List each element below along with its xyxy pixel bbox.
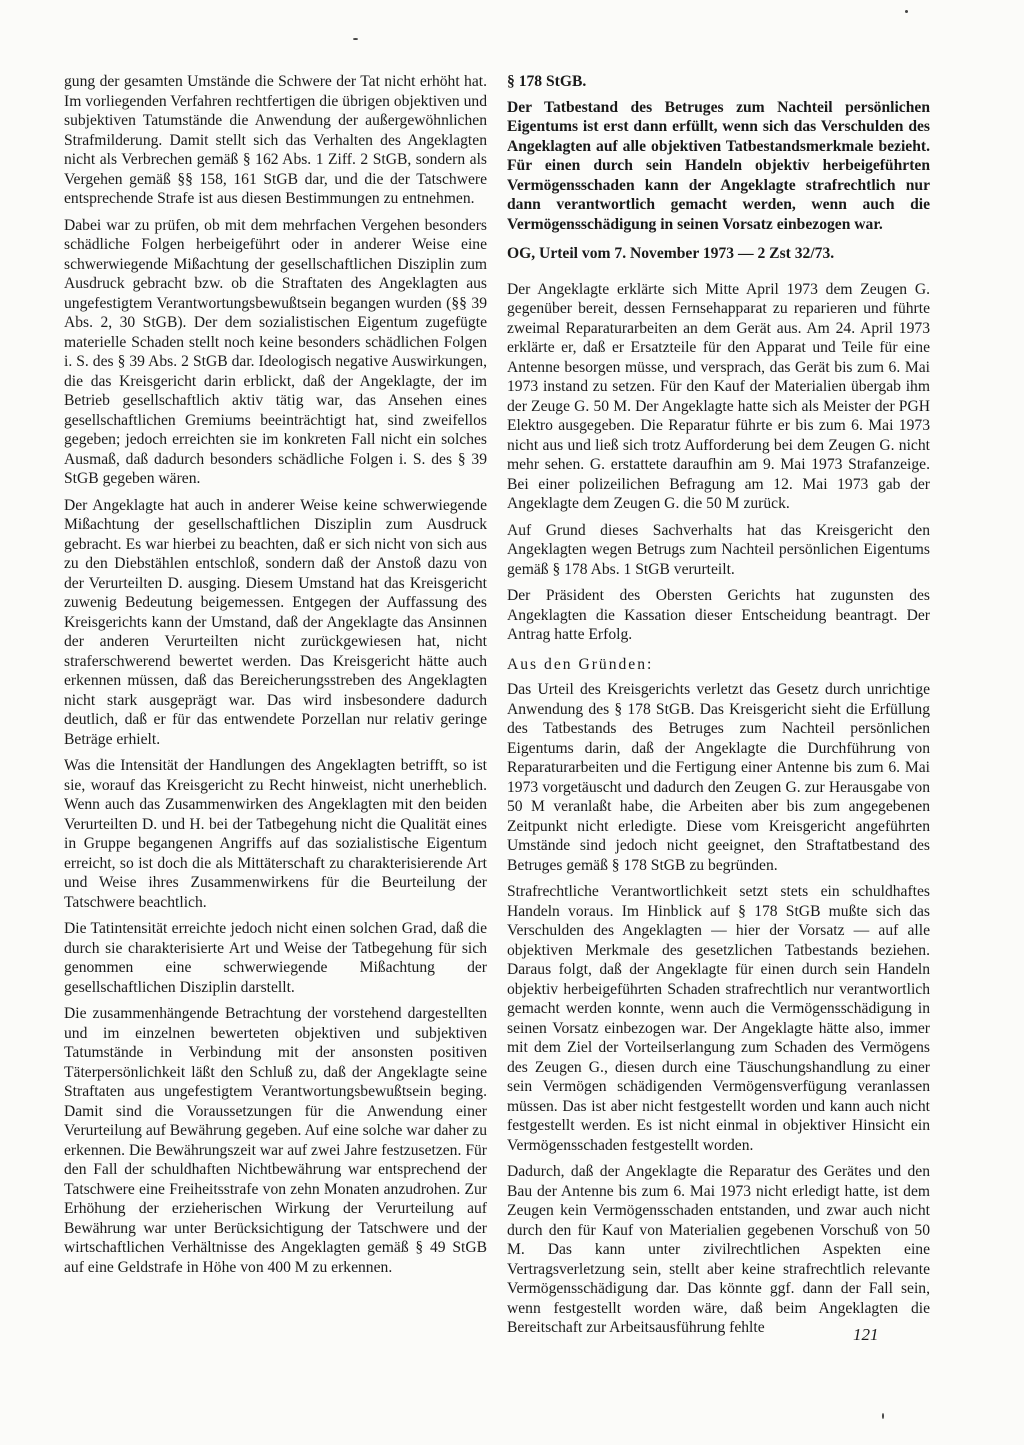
scan-speck — [882, 1413, 884, 1419]
paragraph: Was die Intensität der Handlungen des Angeklagten betrifft, so ist sie, worauf das Kreisgericht zu Recht hinweist, nicht unerheblich. Wenn auch das Zusammenwirken des Angeklagten mit den beiden Verurteilten D. und H. bei der Tatbegehung nicht die Qualität eines in Gruppe begangenen Angriffs auf das sozialistische Eigentum erreicht, so ist doch die als Mittäterschaft zu charakterisierende Art und Weise ihres Zusammenwirkens für die Beurteilung der Tatschwere beachtlich. — [64, 757, 487, 911]
paragraph: Strafrechtliche Verantwortlichkeit setzt stets ein schuldhaftes Handeln voraus. Im Hinblick auf § 178 StGB mußte sich das Verschulden des Angeklagten — hier der Vorsatz — auf alle objektiven Merkmale des gesetzlichen Tatbestands beziehen. Daraus folgt, daß der Angeklagte für einen durch sein Handeln objektiv herbeigeführten Schaden strafrechtlich nur verantwortlich gemacht werden konnte, wenn auch die Vermögensschädigung in seinen Vorsatz einbezogen war. Der Angeklagte hätte also, immer mit dem Ziel der Vorteilserlangung zum Schaden des Vermögens des Zeugen G., diesen durch eine Täuschungshandlung zu einer sein Vermögen schädigenden Vermögensverfügung veranlassen müssen. Das ist aber nicht festgestellt worden und kann auch nicht festgestellt werden. Es ist nicht einmal in objektiver Hinsicht ein Vermögensschaden festgestellt worden. — [507, 883, 930, 1154]
paragraph: Auf Grund dieses Sachverhalts hat das Kreisgericht den Angeklagten wegen Betrugs zum Nachteil persönlichen Eigentums gemäß § 178 Abs. 1 StGB verurteilt. — [507, 521, 930, 578]
paragraph: Dabei war zu prüfen, ob mit dem mehrfachen Vergehen besonders schädliche Folgen herbeigeführt oder in anderer Weise eine schwerwiegende Mißachtung der gesellschaftlichen Disziplin zum Ausdruck gebracht bzw. ob die Straftaten des Angeklagten aus ungefestigtem Verantwortungsbewußtsein begangen wurden (§§ 39 Abs. 2, 30 StGB). Der dem sozialistischen Eigentum zugefügte materielle Schaden stellt noch keine besonders schädlichen Folgen i. S. des § 39 Abs. 2 StGB dar. Ideologisch negative Auswirkungen, die das Kreisgericht darin erblickt, daß der Angeklagte, der im Betrieb gesellschaftlich aktiv tätig war, das Ansehen eines gesellschaftlichen Gremiums beeinträchtigt hat, sind zweifellos gegeben; jedoch erreichten sie im konkreten Fall nicht ein solches Ausmaß, daß dadurch besonders schädliche Folgen i. S. des § 39 StGB gegeben wären. — [64, 216, 487, 487]
paragraph: Der Präsident des Obersten Gerichts hat zugunsten des Angeklagten die Kassation dieser Entscheidung beantragt. Der Antrag hatte Erfolg. — [507, 587, 930, 643]
paragraph: Die Tatintensität erreichte jedoch nicht einen solchen Grad, daß die durch sie charakterisierte Art und Weise der Tatbegehung für sich genommen eine schwerwiegende Mißachtung der gesellschaftlichen Disziplin darstellt. — [64, 920, 487, 996]
scan-speck — [353, 38, 358, 40]
paragraph: Der Angeklagte hat auch in anderer Weise keine schwerwiegende Mißachtung der gesellschaftlichen Disziplin zum Ausdruck gebracht. Es war hierbei zu beachten, daß er sich nicht von sich aus zu den Diebstählen entschloß, sondern daß der Anstoß dazu von der Verurteilten D. ausging. Diesem Umstand hat das Kreisgericht zuwenig Bedeutung beigemessen. Entgegen der Auffassung des Kreisgerichts kann der Umstand, daß der Angeklagte das Ansinnen der anderen Verurteilten nicht zurückgewiesen hat, nicht straferschwerend bewertet werden. Das Kreisgericht hätte auch erkennen müssen, daß das Bereicherungsstreben des Angeklagten nicht stark ausgeprägt war. Das wird insbesondere dadurch deutlich, daß er für das entwendete Porzellan nur relativ geringe Beträge erhielt. — [64, 496, 487, 748]
section-heading: Aus den Gründen: — [507, 655, 654, 673]
paragraph: Dadurch, daß der Angeklagte die Reparatur des Gerätes und den Bau der Antenne bis zum 6. Mai 1973 nicht erledigt hatte, ist dem Zeugen kein Vermögensschaden entstanden, und zwar auch nicht durch den für Kauf von Materialien gegebenen Vorschuß von 50 M. Das kann unter zivilrechtlichen Aspekten eine Vertragsverletzung sein, stellt aber keine strafrechtlich relevante Vermögensschädigung dar. Das könnte ggf. dann der Fall sein, wenn festgestellt worden wäre, daß beim Angeklagten die Bereitschaft zur Arbeitsausführung fehlte — [507, 1163, 930, 1336]
right-column — [507, 72, 930, 1345]
court-citation: OG, Urteil vom 7. November 1973 — 2 Zst 32/73. — [507, 245, 835, 262]
paragraph: Die zusammenhängende Betrachtung der vorstehend dargestellten und im einzelnen bewerteten objektiven und subjektiven Tatumstände in Verbindung mit der ansonsten positiven Täterpersönlichkeit läßt den Schluß zu, daß der Angeklagte seine Straftaten aus ungefestigtem Verantwortungsbewußtsein beging. Damit sind die Voraussetzungen für die Anwendung einer Verurteilung auf Bewährung gegeben. Auf eine solche war daher zu erkennen. Die Bewährungszeit war auf zwei Jahre festzusetzen. Für den Fall der schuldhaften Nichtbewährung war entsprechend der Tatschwere eine Freiheitsstrafe von zehn Monaten anzudrohen. Zur Erhöhung der erzieherischen Wirkung der Verurteilung auf Bewährung war unter Berücksichtigung der Tatschwere und der wirtschaftlichen Verhältnisse des Angeklagten gemäß § 49 StGB auf eine Geldstrafe in Höhe von 400 M zu erkennen. — [64, 1005, 487, 1276]
left-column — [64, 72, 487, 1284]
page-number: 121 — [853, 1325, 879, 1344]
paragraph: Der Angeklagte erklärte sich Mitte April 1973 dem Zeugen G. gegenüber bereit, dessen Fernsehapparat zu reparieren und führte zweimal Reparaturarbeiten an dem Gerät aus. Am 24. April 1973 erklärte er, daß er Ersatzteile für den Apparat und Teile für eine Antenne besorgen müsse, und versprach, das Gerät bis zum 6. Mai 1973 instand zu setzen. Für den Kauf der Materialien übergab ihm der Zeuge G. 50 M. Der Angeklagte hatte sich als Meister der PGH Elektro ausgegeben. Die Reparatur führte er bis zum 6. Mai 1973 nicht aus und ließ sich trotz Aufforderung bei dem Zeugen G. nicht mehr sehen. G. erstattete daraufhin am 9. Mai 1973 Strafanzeige. Bei einer polizeilichen Befragung am 12. Mai 1973 gab der Angeklagte dem Zeugen G. die 50 M zurück. — [507, 280, 930, 512]
headnote: Der Tatbestand des Betruges zum Nachteil persönlichen Eigentums ist erst dann erfüllt, wenn sich das Verschulden des Angeklagten auf alle objektiven Tatbestandsmerkmale bezieht. Für einen durch sein Handeln objektiv herbeigeführten Vermögensschaden kann der Angeklagte strafrechtlich nur dann verantwortlich gemacht werden, wenn auch die Vermögensschädigung in seinen Vorsatz einbezogen war. — [507, 98, 930, 233]
law-section-heading: § 178 StGB. — [507, 73, 587, 90]
paragraph: Das Urteil des Kreisgerichts verletzt das Gesetz durch unrichtige Anwendung des § 178 StGB. Das Kreisgericht sieht die Erfüllung des Tatbestands des Betruges zum Nachteil persönlichen Eigentums darin, daß der Angeklagte die Durchführung von Reparaturarbeiten und die Fertigung einer Antenne bis zum 6. Mai 1973 vorgetäuscht und dadurch den Zeugen G. zur Herausgabe von 50 M veranlaßt habe, die Arbeiten aber bis zum angegebenen Zeitpunkt nicht erledigte. Diese vom Kreisgericht angeführten Umstände sind jedoch nicht geeignet, den Straftatbestand des Betruges gemäß § 178 StGB zu begründen. — [507, 681, 930, 874]
scan-speck — [905, 10, 908, 13]
paragraph: gung der gesamten Umstände die Schwere der Tat nicht erhöht hat. Im vorliegenden Verfahren rechtfertigen die übrigen objektiven und subjektiven Tatumstände die Anwendung der außergewöhnlichen Strafmilderung. Damit stellt sich das Verhalten des Angeklagten nicht als Verbrechen gemäß § 162 Abs. 1 Ziff. 2 StGB, sondern als Vergehen gemäß §§ 158, 161 StGB dar, und die der Tatschwere entsprechende Strafe ist aus diesen Bestimmungen zu entnehmen. — [64, 73, 487, 207]
